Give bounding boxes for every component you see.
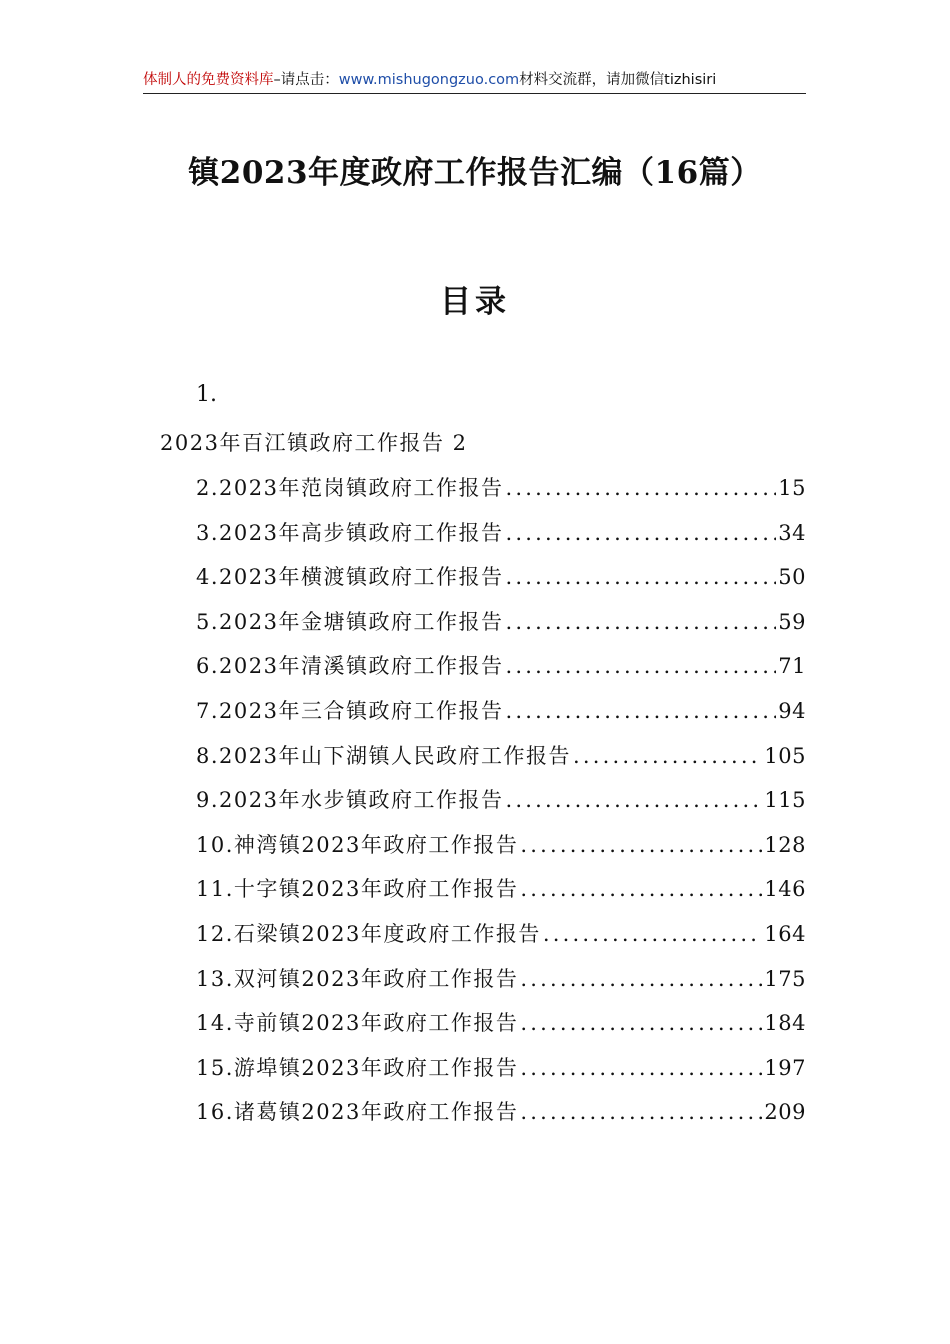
- header-group-text: 材料交流群，请加微信: [519, 72, 665, 88]
- toc-item-page: 146: [764, 877, 806, 902]
- toc-item-text: 石梁镇2023年度政府工作报告: [233, 921, 541, 946]
- toc-item-number: 15.: [196, 1055, 234, 1080]
- toc-item-16[interactable]: [196, 1094, 806, 1139]
- toc-item-1-page: 2: [452, 431, 468, 455]
- toc-dot-leader: [506, 559, 777, 595]
- toc-item-text: 寺前镇2023年政府工作报告: [233, 1011, 519, 1036]
- toc-item-text: 2023年水步镇政府工作报告: [219, 788, 504, 813]
- header-divider: [143, 93, 806, 94]
- document-title: 镇2023年度政府工作报告汇编（16篇）: [188, 155, 762, 191]
- toc-item-number: 3.: [196, 520, 220, 545]
- toc-item-number: 9.: [196, 788, 220, 813]
- toc-item-number: 7.: [196, 698, 220, 723]
- toc-item-number: 10.: [196, 832, 234, 857]
- toc-item-6[interactable]: [196, 648, 806, 693]
- toc-item-number: 13.: [196, 966, 234, 991]
- toc-dot-leader: [573, 738, 762, 774]
- toc-item-number: 14.: [196, 1011, 234, 1036]
- toc-list: [196, 470, 806, 1139]
- header-site-name: 体制人的免费资料库: [143, 72, 274, 88]
- toc-item-page: 184: [764, 1011, 806, 1036]
- toc-item-page: 50: [778, 565, 806, 590]
- toc-item-number: 6.: [196, 654, 220, 679]
- toc-item-3[interactable]: [196, 515, 806, 560]
- toc-item-text: 2023年高步镇政府工作报告: [219, 520, 504, 545]
- toc-item-11[interactable]: [196, 871, 806, 916]
- toc-item-9[interactable]: [196, 782, 806, 827]
- toc-item-text: 双河镇2023年政府工作报告: [233, 966, 519, 991]
- toc-item-5[interactable]: [196, 604, 806, 649]
- toc-dot-leader: [543, 916, 763, 952]
- toc-item-page: 209: [764, 1100, 806, 1125]
- toc-item-4[interactable]: [196, 559, 806, 604]
- toc-item-page: 128: [764, 832, 806, 857]
- toc-item-1[interactable]: [160, 426, 468, 460]
- toc-item-7[interactable]: [196, 693, 806, 738]
- toc-dot-leader: [520, 1094, 762, 1130]
- toc-item-page: 115: [764, 788, 806, 813]
- toc-item-number: 4.: [196, 565, 220, 590]
- toc-dot-leader: [520, 827, 762, 863]
- header-prompt: –请点击：: [273, 72, 339, 88]
- toc-dot-leader: [506, 648, 777, 684]
- toc-item-text: 2023年三合镇政府工作报告: [219, 698, 504, 723]
- toc-heading: 目录: [440, 284, 510, 320]
- toc-item-number: 16.: [196, 1100, 234, 1125]
- toc-item-text: 2023年范岗镇政府工作报告: [219, 476, 504, 500]
- toc-dot-leader: [506, 782, 763, 818]
- toc-dot-leader: [520, 871, 762, 907]
- toc-item-number: 2.: [196, 476, 220, 500]
- toc-item-text: 诸葛镇2023年政府工作报告: [233, 1100, 519, 1125]
- toc-dot-leader: [520, 961, 762, 997]
- toc-item-13[interactable]: [196, 961, 806, 1006]
- toc-item-text: 2023年清溪镇政府工作报告: [219, 654, 504, 679]
- header-wechat-id: tizhisiri: [664, 72, 717, 88]
- page-header: [143, 68, 806, 92]
- toc-item-page: 164: [764, 921, 806, 946]
- toc-item-1-text: 2023年百江镇政府工作报告: [160, 431, 445, 455]
- toc-item-8[interactable]: [196, 738, 806, 783]
- toc-item-number: 12.: [196, 921, 234, 946]
- toc-item-12[interactable]: [196, 916, 806, 961]
- toc-item-text: 2023年山下湖镇人民政府工作报告: [219, 743, 571, 768]
- toc-item-number: 8.: [196, 743, 220, 768]
- toc-item-page: 71: [778, 654, 806, 679]
- toc-dot-leader: [506, 693, 777, 729]
- toc-item-2[interactable]: [196, 470, 806, 515]
- toc-dot-leader: [520, 1050, 762, 1086]
- toc-item-page: 197: [764, 1055, 806, 1080]
- toc-item-text: 游埠镇2023年政府工作报告: [233, 1055, 519, 1080]
- toc-item-number: 5.: [196, 609, 220, 634]
- toc-dot-leader: [506, 604, 777, 640]
- toc-item-text: 2023年金塘镇政府工作报告: [219, 609, 504, 634]
- toc-item-text: 2023年横渡镇政府工作报告: [219, 565, 504, 590]
- header-url-link[interactable]: www.mishugongzuo.com: [338, 72, 520, 88]
- toc-item-page: 105: [764, 743, 806, 768]
- toc-dot-leader: [520, 1005, 762, 1041]
- toc-item-1-number[interactable]: 1.: [196, 382, 217, 407]
- toc-item-10[interactable]: [196, 827, 806, 872]
- toc-item-page: 175: [764, 966, 806, 991]
- toc-item-page: 94: [778, 698, 806, 723]
- toc-item-page: 34: [778, 520, 806, 545]
- toc-dot-leader: [506, 515, 777, 551]
- toc-item-number: 11.: [196, 877, 234, 902]
- toc-dot-leader: [506, 470, 777, 506]
- toc-item-page: 59: [778, 609, 806, 634]
- toc-item-text: 十字镇2023年政府工作报告: [233, 877, 519, 902]
- toc-item-text: 神湾镇2023年政府工作报告: [233, 832, 519, 857]
- toc-item-page: 15: [778, 476, 806, 500]
- toc-item-14[interactable]: [196, 1005, 806, 1050]
- toc-item-15[interactable]: [196, 1050, 806, 1095]
